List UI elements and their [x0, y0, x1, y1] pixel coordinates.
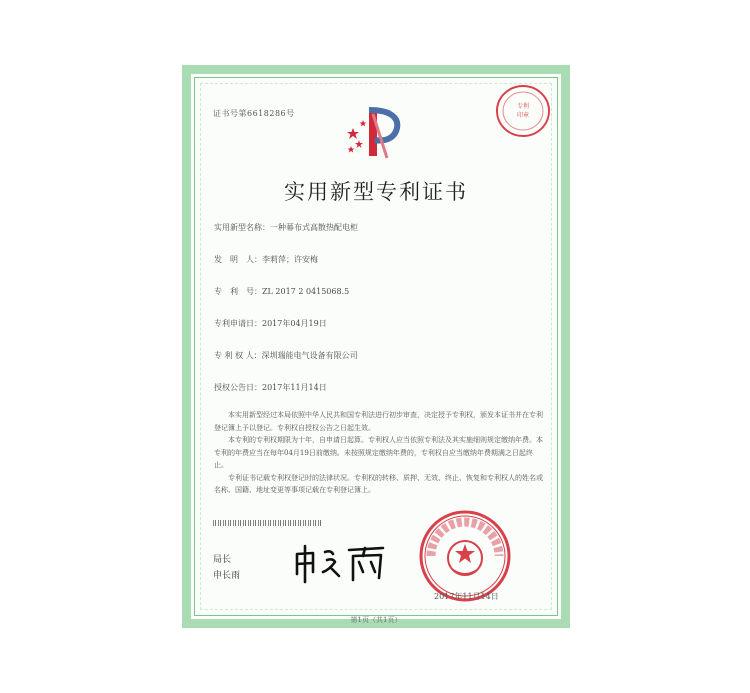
body-paragraph: 本专利的专利权期限为十年，自申请日起算。专利权人应当依照专利法及其实施细则规定缴纳年费。本专利的年费应当在每年04月19日前缴纳。未按照规定缴纳年费的，专利权自应当缴纳年费期满之日起终止。 [214, 436, 543, 469]
utility-model-name: 实用新型名称：一种幕布式高散热配电柜 [214, 223, 358, 232]
certificate-body [214, 409, 546, 497]
page-footer: 第1页（共1页） [350, 616, 402, 624]
patent-number: 专 利 号：ZL 2017 2 0415068.5 [214, 287, 350, 296]
seal-stamp-icon [493, 82, 553, 140]
seal-date: 2017年11月14日 [434, 592, 499, 601]
certificate-number: 证书号第6618286号 [213, 109, 295, 118]
patent-certificate [182, 65, 570, 628]
signatory-title: 局长 [213, 555, 232, 565]
handwritten-signature [291, 542, 391, 584]
certificate-title: 实用新型专利证书 [284, 180, 468, 204]
svg-text:专利: 专利 [516, 103, 530, 110]
national-seal-icon [417, 508, 513, 604]
svg-text:印章: 印章 [516, 112, 530, 119]
patent-office-logo-icon [339, 104, 419, 160]
filing-date: 专利申请日：2017年04月19日 [214, 319, 327, 328]
inventor: 发 明 人：李莉萍；许安梅 [214, 255, 318, 264]
patentee: 专 利 权 人：深圳瑞能电气设备有限公司 [214, 351, 358, 360]
barcode [213, 520, 323, 526]
body-paragraph: 本实用新型经过本局依照中华人民共和国专利法进行初步审查，决定授予专利权，颁发本证书并在专利登记簿上予以登记。专利权自授权公告之日起生效。 [214, 411, 543, 432]
body-paragraph: 专利证书记载专利权登记时的法律状况。专利权的转移、质押、无效、终止、恢复和专利权人的姓名或名称、国籍、地址变更等事项记载在专利登记簿上。 [214, 473, 543, 494]
signatory-name: 申长雨 [213, 571, 241, 581]
grant-date: 授权公告日：2017年11月14日 [214, 383, 327, 392]
